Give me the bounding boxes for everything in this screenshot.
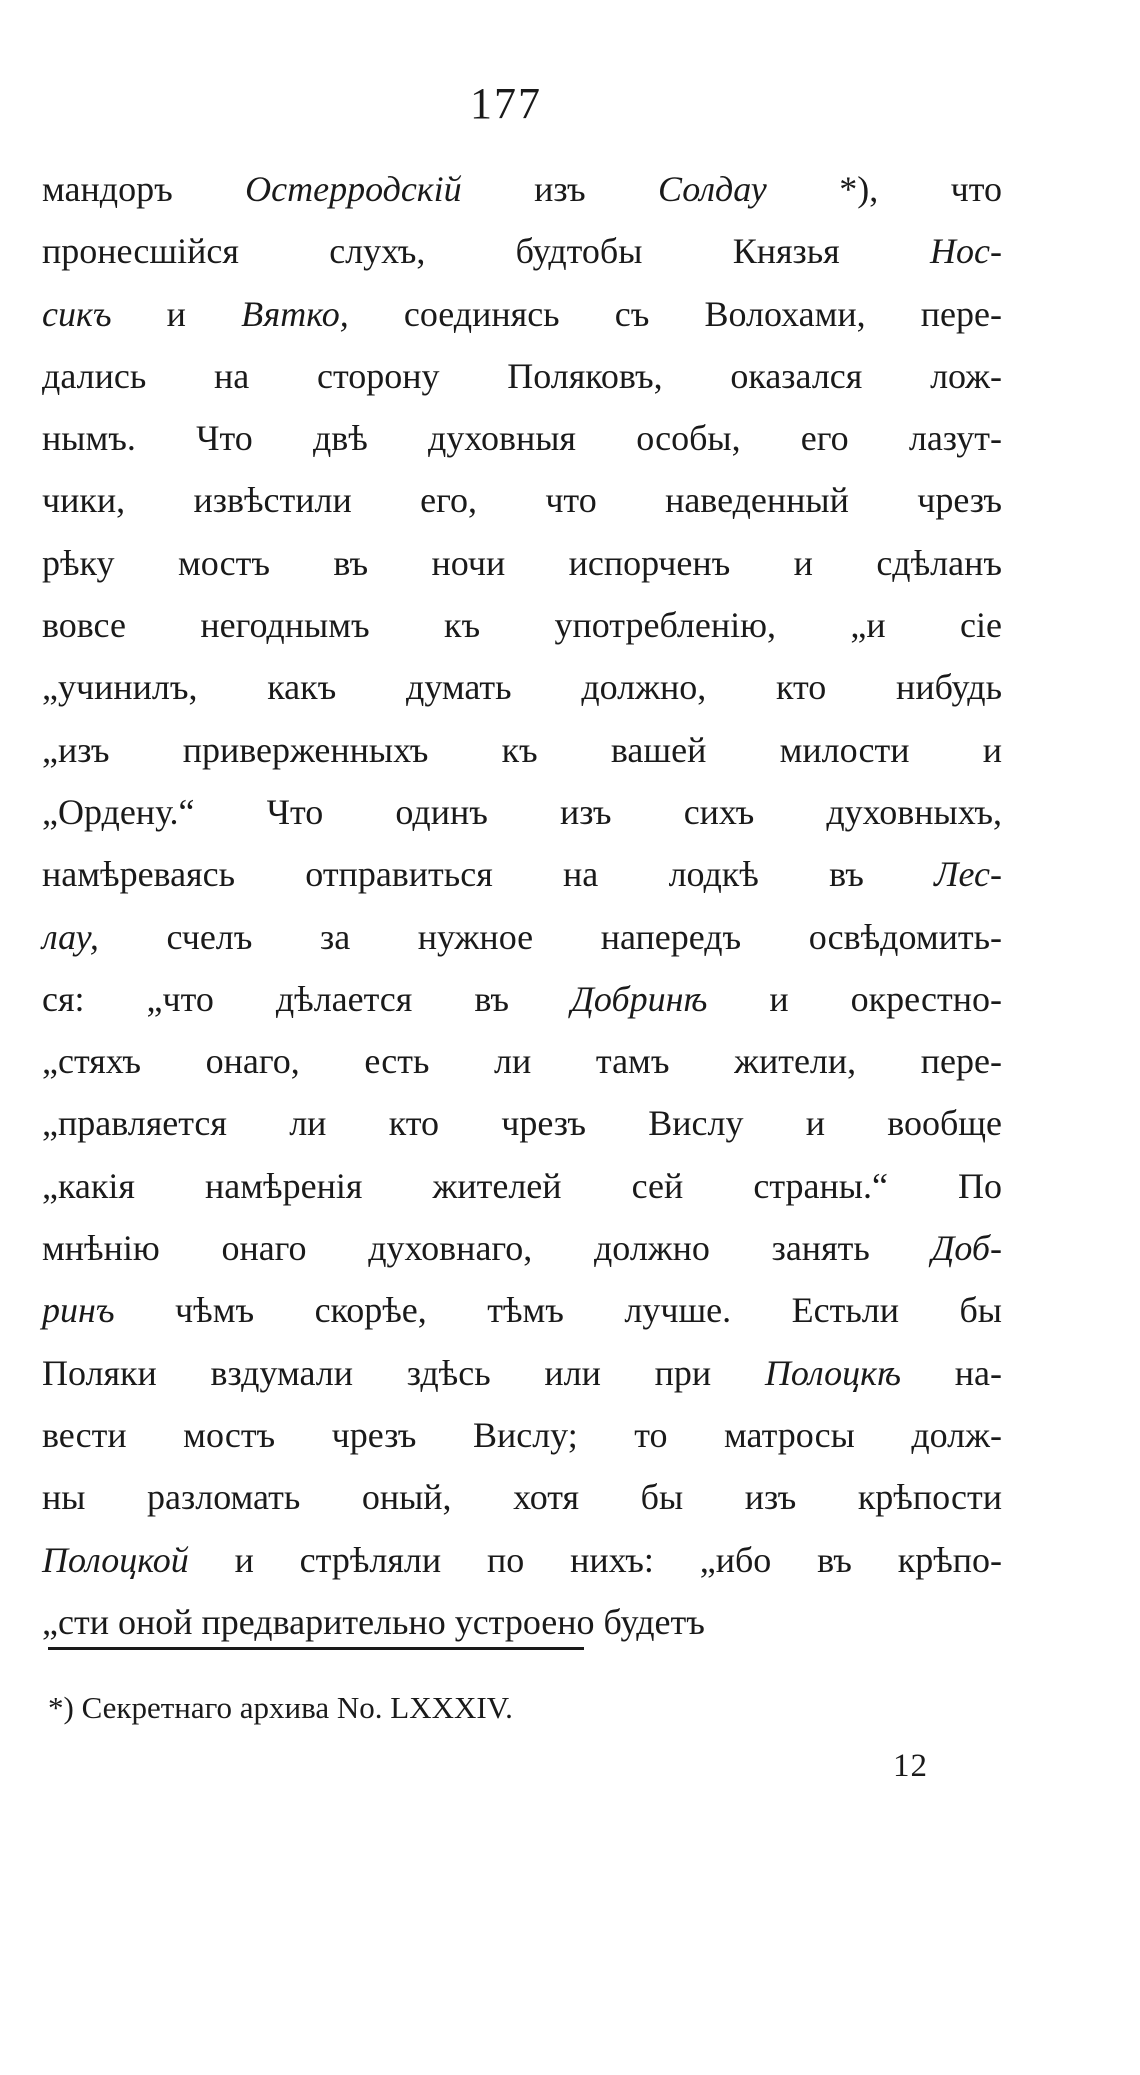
- page-number: 177: [470, 79, 542, 128]
- text-line: [42, 1466, 1002, 1528]
- text-segment: Поляки вздумали здѣсь или при: [42, 1352, 765, 1393]
- text-segment: Вятко,: [241, 293, 349, 334]
- text-segment: пронесшійся слухъ, будтобы Князья: [42, 231, 931, 272]
- text-segment: ны разломать оный, хотя бы изъ крѣпости: [42, 1477, 1002, 1518]
- text-segment: *), что: [766, 169, 1002, 209]
- text-line: [42, 656, 1002, 718]
- text-line: [42, 1217, 1002, 1279]
- text-segment: дались на сторону Поляковъ, оказался лож-: [42, 355, 1002, 396]
- text-segment: Доб-: [931, 1228, 1002, 1269]
- text-line: [42, 1030, 1002, 1092]
- text-line: [42, 906, 1002, 968]
- text-segment: соединясь съ Волохами, пере-: [348, 293, 1002, 334]
- text-segment: счелъ за нужное напередъ освѣдомить-: [98, 916, 1002, 957]
- text-segment: вовсе негоднымъ къ употребленію, „и сіе: [42, 605, 1002, 646]
- text-segment: „правляется ли кто чрезъ Вислу и вообще: [42, 1103, 1002, 1144]
- text-segment: ся: „что дѣлается въ: [42, 978, 572, 1019]
- text-line: [42, 1092, 1002, 1154]
- text-line: [42, 532, 1002, 594]
- footnote-rule: [48, 1647, 584, 1650]
- text-segment: „какія намѣренія жителей сей страны.“ По: [42, 1165, 1002, 1206]
- text-segment: изъ: [461, 169, 658, 209]
- text-segment: чики, извѣстили его, что наведенный чрезъ: [42, 480, 1002, 521]
- text-segment: „Ордену.“ Что одинъ изъ сихъ духовныхъ,: [42, 791, 1002, 832]
- text-segment: сикъ: [42, 293, 112, 334]
- text-line: [42, 283, 1002, 345]
- text-segment: Полоцкѣ: [764, 1352, 902, 1393]
- text-line: [42, 220, 1002, 282]
- text-segment: чѣмъ скорѣе, тѣмъ лучше. Естьли бы: [114, 1290, 1002, 1331]
- text-segment: рѣку мостъ въ ночи испорченъ и сдѣланъ: [42, 542, 1002, 583]
- text-segment: и: [111, 293, 242, 334]
- text-line: [42, 407, 1002, 469]
- signature-mark: 12: [893, 1748, 928, 1784]
- text-line: [42, 1342, 1002, 1404]
- text-segment: на-: [901, 1352, 1003, 1393]
- text-line: [42, 1155, 1002, 1217]
- text-segment: „сти оной предварительно устроено будетъ: [42, 1601, 705, 1642]
- text-segment: Лес-: [934, 854, 1002, 895]
- text-line: [42, 1404, 1002, 1466]
- text-line: [42, 1279, 1002, 1341]
- text-line: [42, 594, 1002, 656]
- text-segment: „изъ приверженныхъ къ вашей милости и: [42, 729, 1002, 770]
- text-segment: лау,: [42, 916, 99, 957]
- text-segment: Полоцкой: [42, 1539, 189, 1580]
- footnote: *) Секретнаго архива No. LXXXIV.: [48, 1690, 513, 1725]
- text-line: [42, 345, 1002, 407]
- text-segment: мандоръ: [42, 169, 246, 209]
- text-segment: Нос-: [930, 231, 1002, 272]
- text-line: [42, 158, 1002, 220]
- text-line: [42, 469, 1002, 531]
- text-segment: и стрѣляли по нихъ: „ибо въ крѣпо-: [188, 1539, 1002, 1580]
- text-segment: мнѣнію онаго духовнаго, должно занять: [42, 1228, 932, 1269]
- text-segment: и окрестно-: [707, 978, 1002, 1019]
- text-segment: вести мостъ чрезъ Вислу; то матросы долж-: [42, 1414, 1002, 1455]
- text-segment: ринъ: [42, 1290, 115, 1331]
- text-segment: Солдау: [658, 169, 767, 209]
- text-segment: „учинилъ, какъ думать должно, кто нибудь: [42, 667, 1002, 708]
- text-segment: „стяхъ онаго, есть ли тамъ жители, пере-: [42, 1041, 1002, 1082]
- text-line: [42, 781, 1002, 843]
- text-line: [42, 968, 1002, 1030]
- text-line: [42, 843, 1002, 905]
- text-segment: намѣреваясь отправиться на лодкѣ въ: [42, 854, 935, 895]
- body-text: [42, 158, 1002, 1653]
- text-line: [42, 719, 1002, 781]
- text-line: [42, 1529, 1002, 1591]
- text-segment: Добринѣ: [571, 978, 708, 1019]
- text-segment: нымъ. Что двѣ духовныя особы, его лазут-: [42, 418, 1002, 459]
- text-line: [42, 1591, 1002, 1653]
- text-segment: Остерродскій: [245, 169, 462, 209]
